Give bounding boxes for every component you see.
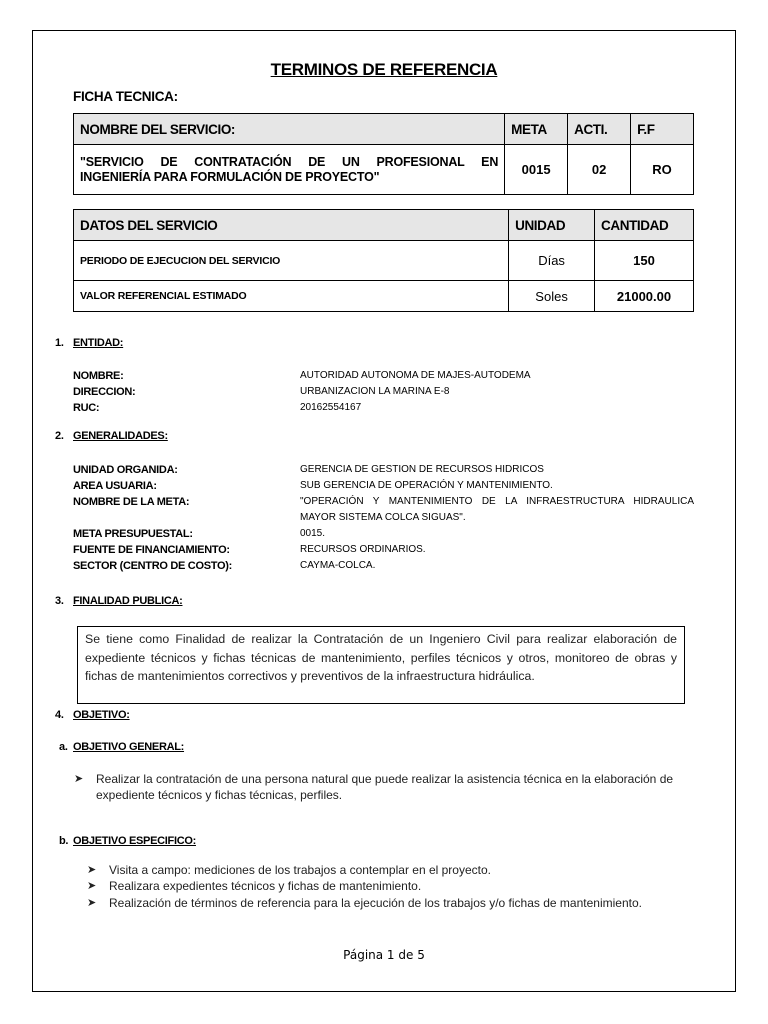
- ficha-tecnica-label: FICHA TECNICA:: [73, 89, 178, 104]
- ff-value: RO: [631, 145, 694, 195]
- periodo-qty: 150: [595, 241, 694, 281]
- objetivo-especifico-item-2: ➤ Realizara expedientes técnicos y fichas de mantenimiento.: [87, 879, 422, 893]
- header-acti: ACTI.: [568, 114, 631, 145]
- periodo-label: PERIODO DE EJECUCION DEL SERVICIO: [74, 241, 509, 281]
- periodo-unit: Días: [509, 241, 595, 281]
- valor-qty: 21000.00: [595, 281, 694, 312]
- acti-value: 02: [568, 145, 631, 195]
- arrowhead-bullet-icon: ➤: [87, 864, 97, 876]
- arrowhead-bullet-icon: ➤: [87, 880, 97, 892]
- document-title: TERMINOS DE REFERENCIA: [270, 60, 498, 79]
- header-datos-servicio: DATOS DEL SERVICIO: [74, 210, 509, 241]
- service-name: [74, 145, 505, 195]
- arrowhead-bullet-icon: ➤: [74, 773, 84, 785]
- objetivo-especifico-item-1: ➤ Visita a campo: mediciones de los trabajos a contemplar en el proyecto.: [87, 863, 491, 877]
- meta-value: 0015: [505, 145, 568, 195]
- valor-unit: Soles: [509, 281, 595, 312]
- header-unidad: UNIDAD: [509, 210, 595, 241]
- page-number-footer: Página 1 de 5: [343, 948, 425, 962]
- header-meta: META: [505, 114, 568, 145]
- arrowhead-bullet-icon: ➤: [87, 897, 97, 909]
- service-name-line2: INGENIERÍA PARA FORMULACIÓN DE PROYECTO": [80, 169, 380, 184]
- objetivo-general-item: ➤ Realizar la contratación de una persona natural que puede realizar la asistencia técnica en la elaboración de expediente técnicos y fichas técnicas, perfiles.: [74, 772, 674, 802]
- objetivo-especifico-item-3: ➤ Realización de términos de referencia para la ejecución de los trabajos y/o fichas de mantenimiento.: [87, 896, 642, 910]
- header-cantidad: CANTIDAD: [595, 210, 694, 241]
- service-data-table: [73, 209, 694, 312]
- header-ff: F.F: [631, 114, 694, 145]
- valor-label: VALOR REFERENCIAL ESTIMADO: [74, 281, 509, 312]
- service-name-line1: "SERVICIO DE CONTRATACIÓN DE UN PROFESIONAL EN: [80, 154, 499, 169]
- header-nombre-servicio: NOMBRE DEL SERVICIO:: [74, 114, 505, 145]
- service-table: [73, 113, 694, 195]
- finalidad-text-box: Se tiene como Finalidad de realizar la Contratación de un Ingeniero Civil para realizar elaboración de expediente técnicos y fichas técnicas de mantenimiento, perfiles técnicos y otros, monitoreo de obras y fichas de mantenimientos correctivos y preventivos de la infraestructura hidráulica.: [77, 626, 685, 704]
